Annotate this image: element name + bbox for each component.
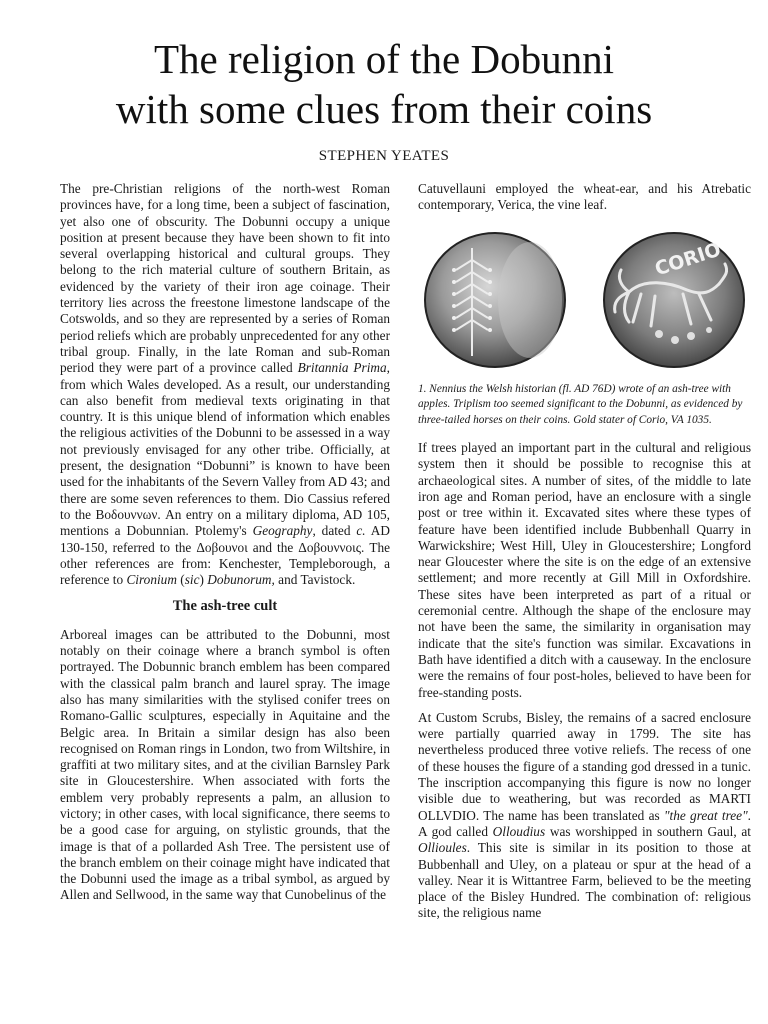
article-title xyxy=(0,34,768,134)
section-heading-ash-tree-cult: The ash-tree cult xyxy=(172,598,278,615)
coin-figure xyxy=(420,230,749,372)
left-column xyxy=(60,181,390,1006)
intro-paragraph: The pre-Christian religions of the north-west Roman provinces have, for a long time, been a subject of fascination, yet also one of obscurity. The Dobunni occupy a unique position at present because they have been shown to fit into several overlapping historical and cultural groups. They belong to the rich material culture of southern Britain, as evidenced by the variety of their iron age coinage. Their territory lies across the freestone limestone landscape of the Cotswolds, and so they are represented by a series of Roman period reliefs which are probably unprecedented for any other tribal group. Finally, in the late Roman and sub-Roman period they were part of a province called Britannia Prima, from which Wales developed. As a result, our understanding can also benefit from medieval texts originating in that country. It is this unique blend of information which enables the religious activities of the Dobunni to be assessed in a way not previously envisaged for any other tribe. Officially, at present, the designation “Dobunni” is known to have been used for the inhabitants of the Severn Valley from AD 43; and there are some seven references to them. Dio Cassius refered to the Βοδουννων. An entry on a military diploma, AD 105, mentions a Dobunnian. Ptolemy's Geography, dated c. AD 130-150, referred to the Δοβουνοι and the Δοβουννοις. The other references are from: Kenchester, Templeborough, a reference to Cironium (sic) Dobunorum, and Tavistock. xyxy=(60,181,390,588)
coin-inscription: CORIO xyxy=(652,238,724,280)
coin-reverse-image xyxy=(599,230,749,370)
figure-caption: 1. Nennius the Welsh historian (fl. AD 76D) wrote of an ash-tree with apples. Triplism too seemed significant to the Dobunni, as evidenced by three-tailed horses on their coins. Gold stater of Corio, VA 1035. xyxy=(418,382,743,426)
coin-obverse-image xyxy=(420,230,570,370)
custom-scrubs-paragraph: At Custom Scrubs, Bisley, the remains of a sacred enclosure were partially quarried away in 1799. The site has nevertheless produced three votive reliefs. The recess of one of these houses the figure of a standing god dressed in a tunic. The inscription accompanying this figure is now no longer visible due to weathering, but was recorded as MARTI OLLVDIO. The name has been translated as "the great tree". A god called Olloudius was worshipped in southern Gaul, at Ollioules. This site is similar in its position to those at Bubbenhall and Uley, on a plateau or spur at the head of a valley. Near it is Wittantree Farm, believed to be the meeting place of the Bisley Hundred. The combination of: religious site, the religious name xyxy=(418,709,751,921)
author-byline: STEPHEN YEATES xyxy=(318,148,450,164)
ash-tree-paragraph: Arboreal images can be attributed to the Dobunni, most notably on their coinage where a branch symbol is often portrayed. The Dobunnic branch emblem has been compared with the classical palm branch and laurel spray. The image also has many similarities with the stylised conifer trees on Romano-Gallic sculptures, especially in Aquitaine and the Belgic area. In Britain a similar design has also been recognised on Roman rings in London, two from Wiltshire, in graffiti at two military sites, and at the civilian Barnsley Park site in Gloucestershire. When associated with forts the emblem very probably represents a palm, an allusion to victory; in other cases, with local significance, there seems to be a good case for arguing, on stylistic grounds, that the image is that of a pollarded Ash Tree. The persistent use of the branch emblem on their coinage might have indicated that the Dobunni used the image as a tribal symbol, as argued by Allen and Sellwood, in the same way that Cunobelinus of the xyxy=(60,626,390,903)
article-title-line-2: with some clues from their coins xyxy=(115,86,653,132)
continuation-paragraph: Catuvellauni employed the wheat-ear, and his Atrebatic contemporary, Verica, the vine leaf. xyxy=(418,181,751,213)
right-column xyxy=(418,181,751,1006)
article-title-line-1: The religion of the Dobunni xyxy=(153,36,614,82)
trees-paragraph: If trees played an important part in the cultural and religious system then it should be possible to recognise this at archaeological sites. A number of sites, of the middle to late iron age and Roman period, have an enclosure with a single post or tree within it. Excavated sites where these types of feature have been identified include Bubbenhall Quarry in Warwickshire; West Hill, Uley in Gloucestershire; Longford near Gloucester where the site is on the edge of an extensive settlement; and more recently at Gill Mill in Oxfordshire. These sites have been interpreted as part of a ritual or ceremonial centre. Although the shape of the enclosure may not have been the same, the similarity in organisation may indicate that the site's function was similar. Excavations in Bath have identified a ditch with a causeway. In the enclosure were the remains of four post-holes, believed to have been for free-standing posts. xyxy=(418,440,751,700)
